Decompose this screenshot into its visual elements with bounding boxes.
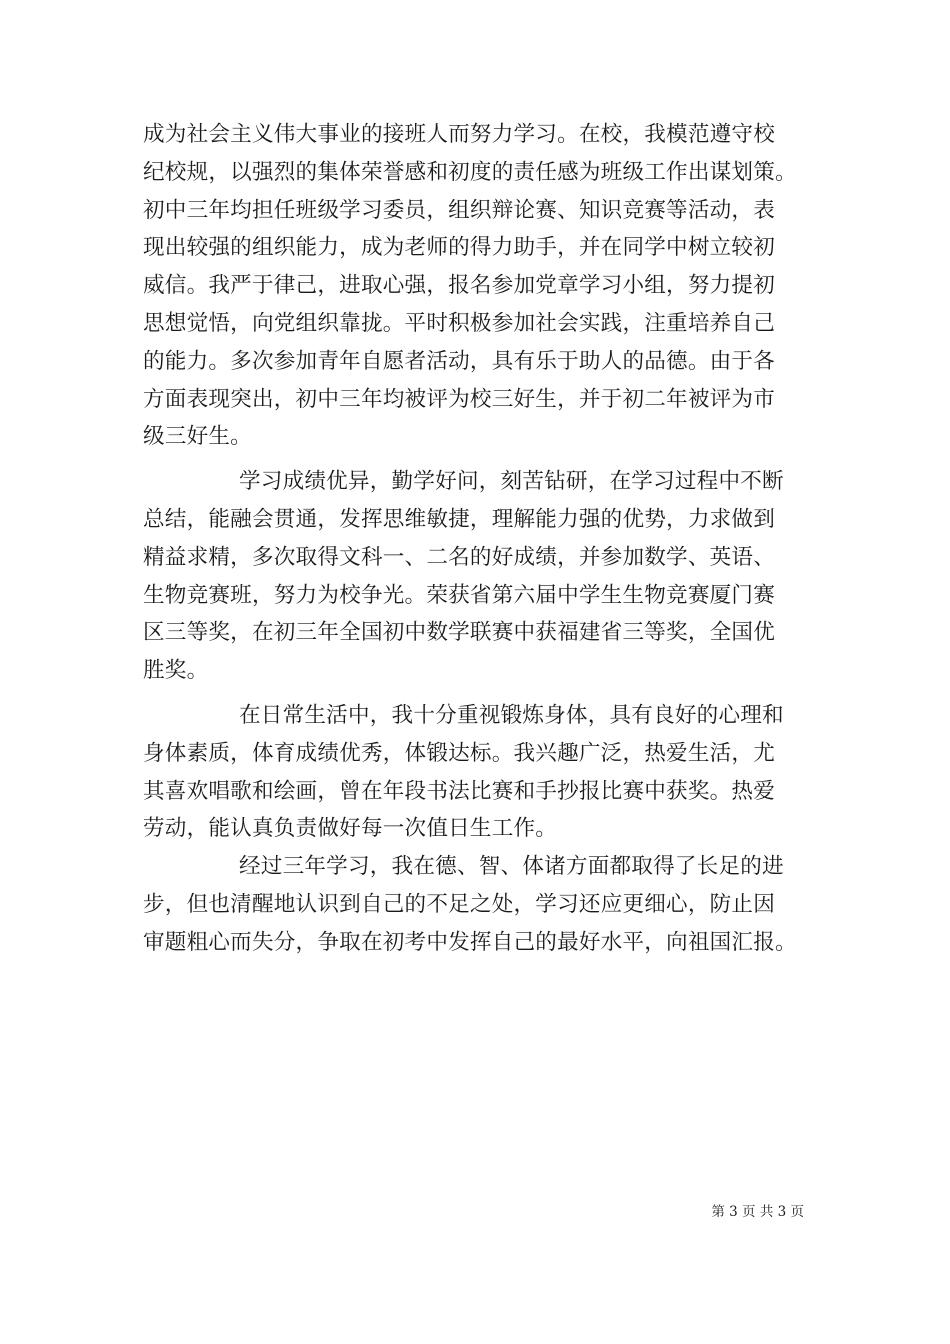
- body-text: [143, 116, 813, 962]
- text-line: 身体素质，体育成绩优秀，体锻达标。我兴趣广泛，热爱生活，尤: [143, 740, 776, 766]
- paragraph-3: [143, 697, 813, 848]
- text-line: 在日常生活中，我十分重视锻炼身体，具有良好的心理和: [239, 702, 784, 728]
- text-line: 区三等奖，在初三年全国初中数学联赛中获福建省三等奖，全国优: [143, 620, 776, 646]
- text-line: 现出较强的组织能力，成为老师的得力助手，并在同学中树立较初: [143, 235, 776, 261]
- text-line: 成为社会主义伟大事业的接班人而努力学习。在校，我模范遵守校: [143, 122, 776, 147]
- text-line: 劳动，能认真负责做好每一次值日生工作。: [143, 816, 558, 842]
- text-line: 胜奖。: [143, 658, 209, 684]
- paragraph-2: [143, 463, 813, 690]
- text-line: 初中三年均担任班级学习委员，组织辩论赛、知识竞赛等活动，表: [143, 197, 776, 223]
- text-line: 威信。我严于律己，进取心强，报名参加党章学习小组，努力提初: [143, 273, 776, 299]
- text-line: 纪校规，以强烈的集体荣誉感和初度的责任感为班级工作出谋划策。: [143, 159, 797, 185]
- text-line: 步，但也清醒地认识到自己的不足之处，学习还应更细心，防止因: [143, 891, 776, 917]
- paragraph-spacer: [143, 690, 813, 697]
- text-line: 级三好生。: [143, 424, 252, 450]
- page-number-footer: 第 3 页 共 3 页: [711, 1204, 804, 1220]
- text-line: 其喜欢唱歌和绘画，曾在年段书法比赛和手抄报比赛中获奖。热爱: [143, 778, 776, 804]
- text-line: 经过三年学习，我在德、智、体诸方面都取得了长足的进: [239, 854, 784, 880]
- text-line: 方面表现突出，初中三年均被评为校三好生，并于初二年被评为市: [143, 386, 776, 412]
- paragraph-4: [143, 848, 813, 961]
- text-line: 审题粗心而失分，争取在初考中发挥自己的最好水平，向祖国汇报。: [143, 929, 797, 955]
- text-line: 生物竞赛班，努力为校争光。荣获省第六届中学生生物竞赛厦门赛: [143, 582, 776, 608]
- text-line: 的能力。多次参加青年自愿者活动，具有乐于助人的品德。由于各: [143, 348, 776, 374]
- text-line: 思想觉悟，向党组织靠拢。平时积极参加社会实践，注重培养自己: [143, 310, 776, 336]
- text-line: 精益求精，多次取得文科一、二名的好成绩，并参加数学、英语、: [143, 544, 776, 570]
- paragraph-1: [143, 116, 813, 456]
- text-line: 学习成绩优异，勤学好问，刻苦钻研，在学习过程中不断: [239, 469, 784, 495]
- paragraph-spacer: [143, 456, 813, 463]
- text-line: 总结，能融会贯通，发挥思维敏捷，理解能力强的优势，力求做到: [143, 506, 776, 532]
